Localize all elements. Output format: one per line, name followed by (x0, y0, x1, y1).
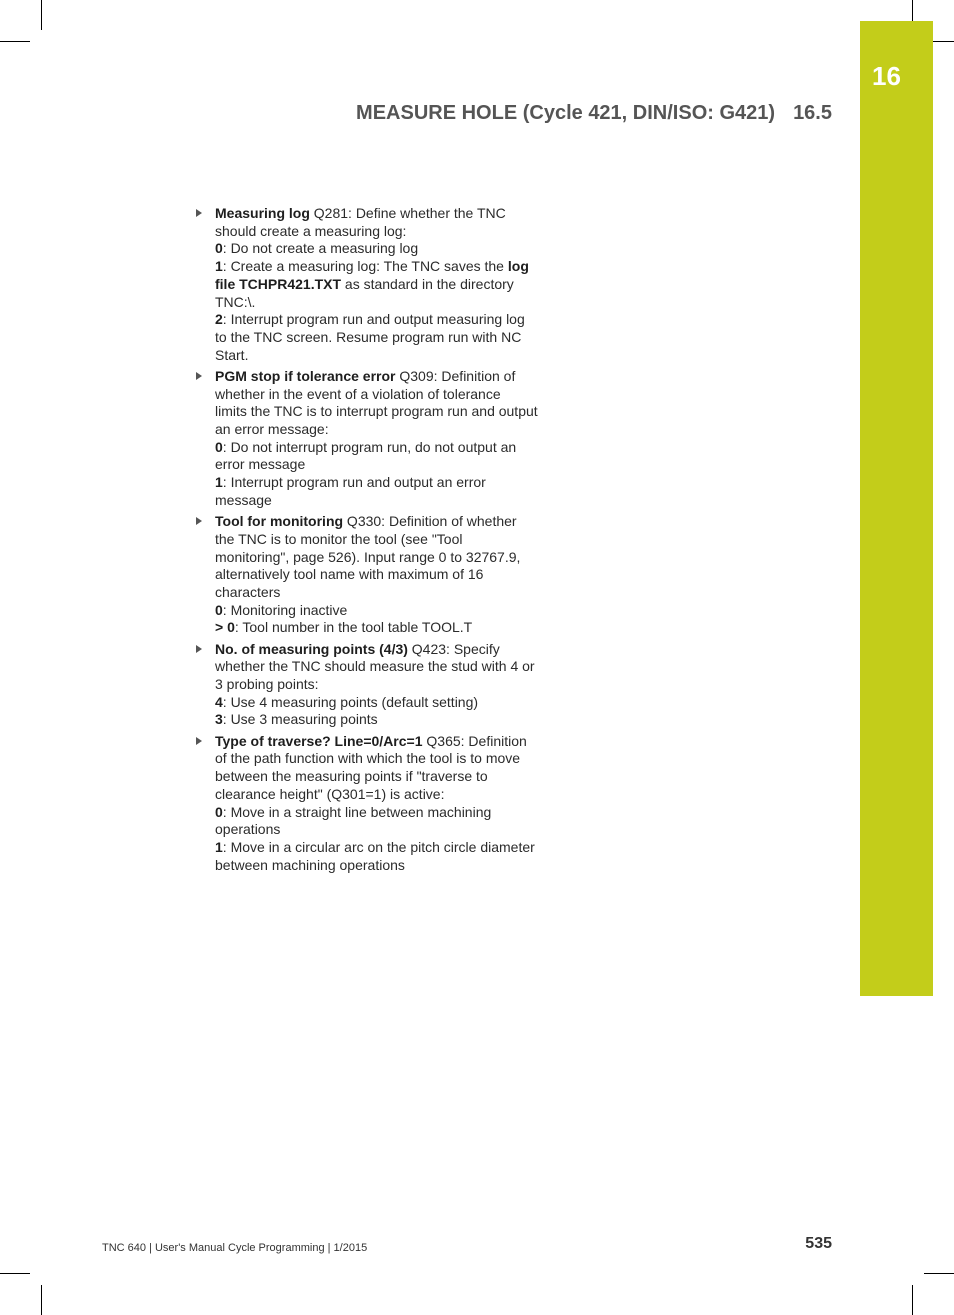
list-item (193, 733, 563, 875)
text-run: an error message: (215, 421, 329, 438)
text-line (215, 804, 563, 822)
text-run: operations (215, 821, 281, 838)
text-run: alternatively tool name with maximum of 16 (215, 566, 484, 583)
text-line (215, 839, 563, 857)
bold-term: > 0 (215, 619, 235, 636)
list-item (193, 368, 563, 510)
text-run: should create a measuring log: (215, 222, 407, 239)
chapter-tab (860, 21, 933, 996)
text-run: the TNC is to monitor the tool (see "Tool (215, 530, 463, 547)
text-line (215, 584, 563, 602)
text-run: of the path function with which the tool is to move (215, 750, 521, 767)
bold-term: PGM stop if tolerance error (215, 367, 396, 384)
footer-text: TNC 640 | User's Manual Cycle Programming | 1/2015 (102, 1242, 368, 1254)
bold-term: 3 (215, 711, 223, 728)
text-line (215, 403, 563, 421)
page-number: 535 (805, 1235, 832, 1252)
text-run: monitoring", page 526). Input range 0 to 32767.9, (215, 548, 521, 565)
text-line (215, 240, 563, 258)
bold-term: Type of traverse? Line=0/Arc=1 (215, 732, 423, 749)
text-line (215, 711, 563, 729)
text-run: 3 probing points: (215, 676, 319, 693)
triangle-bullet-icon (196, 737, 202, 745)
text-run: : Move in a straight line between machining (222, 803, 492, 820)
text-run: error message (215, 456, 306, 473)
text-line (215, 258, 563, 276)
text-run: : Interrupt program run and output measuring log (222, 311, 525, 328)
text-run: : Move in a circular arc on the pitch circle diameter (222, 838, 535, 855)
text-run: between machining operations (215, 856, 405, 873)
text-line (215, 857, 563, 875)
text-run: whether in the event of a violation of tolerance (215, 385, 501, 402)
text-run: Q309: Definition of (395, 367, 516, 384)
text-line (215, 456, 563, 474)
text-run: characters (215, 583, 281, 600)
text-line (215, 694, 563, 712)
text-run: whether the TNC should measure the stud with 4 or (215, 658, 535, 675)
crop-mark (924, 1273, 954, 1274)
text-line (215, 439, 563, 457)
text-run: : Do not interrupt program run, do not output an (222, 438, 517, 455)
triangle-bullet-icon (196, 645, 202, 653)
text-line (215, 658, 563, 676)
list-item (193, 641, 563, 730)
text-run: Q281: Define whether the TNC (309, 205, 506, 221)
text-run: clearance height" (Q301=1) is active: (215, 785, 445, 802)
crop-mark (41, 1285, 42, 1315)
text-line (215, 368, 563, 386)
bold-term: 1 (215, 838, 223, 855)
text-line (215, 492, 563, 510)
bold-term: 4 (215, 693, 223, 710)
text-line (215, 421, 563, 439)
text-run: : Interrupt program run and output an error (222, 474, 486, 491)
crop-mark (41, 0, 42, 30)
crop-mark (0, 41, 30, 42)
text-line (215, 223, 563, 241)
text-line (215, 566, 563, 584)
bold-term: 0 (215, 601, 223, 618)
text-line (215, 641, 563, 659)
text-run: to the TNC screen. Resume program run with NC (215, 328, 522, 345)
triangle-bullet-icon (196, 209, 202, 217)
text-run: Q365: Definition (422, 732, 527, 749)
bold-term: 2 (215, 311, 223, 328)
text-line (215, 750, 563, 768)
bold-term: Measuring log (215, 205, 310, 221)
crop-mark (0, 1273, 30, 1274)
text-line (215, 474, 563, 492)
bold-term: log (507, 258, 529, 275)
text-run: between the measuring points if "traverse to (215, 768, 488, 785)
bold-term: No. of measuring points (4/3) (215, 640, 408, 657)
header-section: 16.5 (793, 102, 832, 124)
list-item (193, 513, 563, 637)
bold-term: 1 (215, 258, 223, 275)
text-run: message (215, 491, 272, 508)
text-line (215, 347, 563, 365)
text-line (215, 768, 563, 786)
text-line (215, 786, 563, 804)
text-run: Q330: Definition of whether (343, 513, 517, 530)
text-run: : Do not create a measuring log (222, 240, 419, 257)
text-line (215, 513, 563, 531)
text-line (215, 821, 563, 839)
text-run: as standard in the directory (341, 275, 514, 292)
bold-term: Tool for monitoring (215, 513, 344, 530)
bold-term: file TCHPR421.TXT (215, 275, 342, 292)
text-run: : Create a measuring log: The TNC saves the (222, 258, 508, 275)
text-line (215, 276, 563, 294)
text-line (215, 602, 563, 620)
text-line (215, 733, 563, 751)
text-run: Start. (215, 346, 249, 363)
text-line (215, 676, 563, 694)
text-run: Q423: Specify (407, 640, 500, 657)
text-line (215, 386, 563, 404)
text-line (215, 549, 563, 567)
text-run: : Use 4 measuring points (default setting) (222, 693, 479, 710)
header-title: MEASURE HOLE (Cycle 421, DIN/ISO: G421) (356, 102, 776, 124)
text-run: limits the TNC is to interrupt program run and output (215, 403, 538, 420)
text-run: : Tool number in the tool table TOOL.T (234, 619, 473, 636)
chapter-number: 16 (872, 61, 901, 91)
text-line (215, 311, 563, 329)
parameter-list (193, 205, 563, 878)
bold-term: 0 (215, 240, 223, 257)
crop-mark (912, 1285, 913, 1315)
text-line (215, 329, 563, 347)
triangle-bullet-icon (196, 372, 202, 380)
text-line (215, 294, 563, 312)
bold-term: 0 (215, 438, 223, 455)
bold-term: 0 (215, 803, 223, 820)
text-run: : Use 3 measuring points (222, 711, 378, 728)
text-line (215, 531, 563, 549)
page-header (300, 102, 832, 125)
bold-term: 1 (215, 474, 223, 491)
text-run: : Monitoring inactive (222, 601, 348, 618)
list-item (193, 205, 563, 364)
text-line (215, 619, 563, 637)
text-line (215, 205, 563, 223)
triangle-bullet-icon (196, 517, 202, 525)
text-run: TNC:\. (215, 293, 256, 310)
